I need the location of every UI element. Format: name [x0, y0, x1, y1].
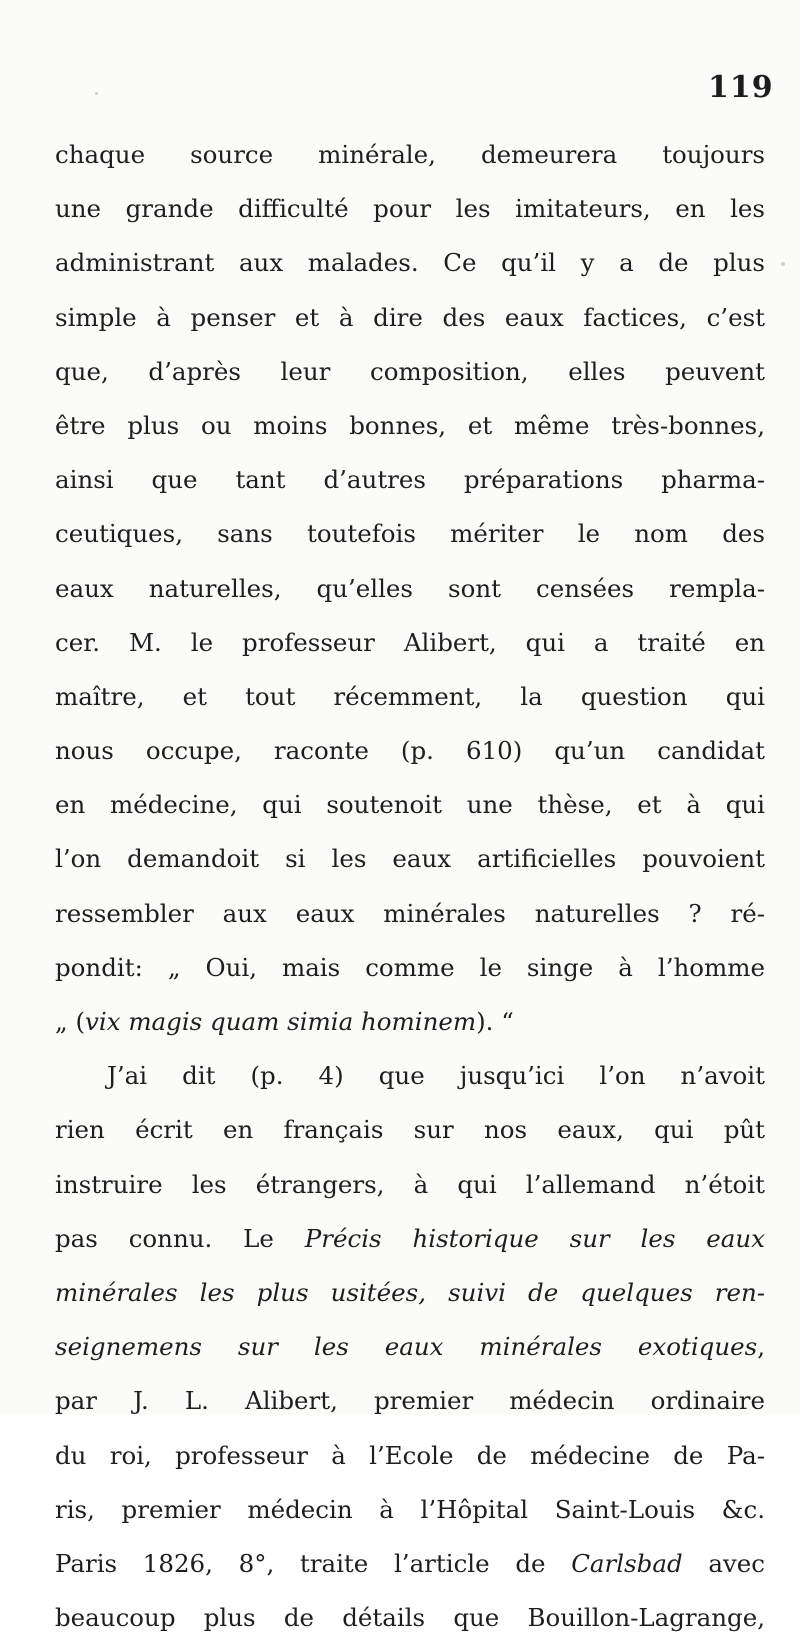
text-segment: chaque source minérale, demeurera toujours	[55, 140, 765, 169]
paper-speck	[95, 92, 98, 95]
italic-text: Carlsbad	[571, 1548, 683, 1578]
text-segment: maître, et tout récemment, la question qui	[55, 681, 765, 711]
text-segment: ).	[476, 1007, 494, 1036]
text-segment: beaucoup plus de détails que Bouillon-Lagrange,	[55, 1603, 765, 1633]
text-segment: avec	[682, 1548, 765, 1578]
text-line	[55, 1537, 765, 1591]
paper-speck	[781, 262, 785, 266]
text-line	[55, 1049, 765, 1103]
text-segment: ressembler aux eaux minérales naturelles ? ré-	[55, 898, 765, 928]
text-segment: ainsi que tant d’autres préparations pharma-	[55, 465, 765, 495]
text-line	[55, 1320, 765, 1374]
text-line	[55, 887, 765, 941]
text-segment: que, d’après leur composition, elles peuvent	[55, 356, 765, 386]
page-number: 119	[708, 70, 774, 105]
body-text	[55, 128, 765, 1645]
text-segment: l’on demandoit si les eaux artificielles pouvoient	[55, 844, 765, 874]
text-line	[55, 128, 765, 182]
text-line	[55, 778, 765, 832]
text-line	[55, 1591, 765, 1645]
text-segment: une grande difficulté pour les imitateurs, en les	[55, 194, 765, 224]
italic-text: Précis historique sur les eaux	[304, 1223, 765, 1253]
text-line	[55, 507, 765, 561]
text-line	[55, 345, 765, 399]
text-line	[55, 995, 765, 1049]
text-line	[55, 291, 765, 345]
text-segment: eaux naturelles, qu’elles sont censées rempla-	[55, 573, 765, 603]
text-line	[55, 832, 765, 886]
text-segment: pondit: „ Oui, mais comme le singe à l’homme	[55, 952, 765, 982]
text-segment: administrant aux malades. Ce qu’il y a de plus	[55, 248, 765, 278]
text-segment: “	[493, 1007, 514, 1036]
text-line	[55, 453, 765, 507]
text-line	[55, 562, 765, 616]
text-segment: rien écrit en français sur nos eaux, qui pût	[55, 1115, 765, 1145]
text-segment: ris, premier médecin à l’Hôpital Saint-Louis &c.	[55, 1494, 765, 1524]
text-line	[55, 1212, 765, 1266]
text-line	[55, 1158, 765, 1212]
text-segment: nous occupe, raconte (p. 610) qu’un candidat	[55, 736, 765, 766]
text-line	[55, 1103, 765, 1157]
text-segment: ceutiques, sans toutefois mériter le nom des	[55, 519, 765, 549]
text-segment: simple à penser et à dire des eaux factices, c’est	[55, 302, 765, 332]
text-line	[55, 399, 765, 453]
text-segment: du roi, professeur à l’Ecole de médecine de Pa-	[55, 1440, 765, 1470]
text-segment: J’ai dit (p. 4) que jusqu’ici l’on n’avoit	[107, 1061, 765, 1091]
italic-text: minérales les plus usitées, suivi de quelques ren-	[55, 1277, 765, 1307]
text-line	[55, 236, 765, 290]
text-line	[55, 670, 765, 724]
text-segment: en médecine, qui soutenoit une thèse, et à qui	[55, 790, 765, 820]
text-segment: par J. L. Alibert, premier médecin ordinaire	[55, 1386, 765, 1416]
text-line	[55, 724, 765, 778]
text-line	[55, 616, 765, 670]
text-segment: instruire les étrangers, à qui l’allemand n’étoit	[55, 1169, 765, 1199]
text-line	[55, 1483, 765, 1537]
italic-text: vix magis quam simia hominem	[85, 1007, 477, 1036]
text-segment: ,	[757, 1332, 765, 1362]
text-segment: pas connu. Le	[55, 1223, 305, 1253]
text-segment: cer. M. le professeur Alibert, qui a traité en	[55, 627, 765, 657]
text-line	[55, 1266, 765, 1320]
text-segment: Paris 1826, 8°, traite l’article de	[55, 1548, 572, 1578]
text-segment: „ (	[55, 1007, 86, 1036]
text-line	[55, 941, 765, 995]
text-line	[55, 1374, 765, 1428]
text-line	[55, 182, 765, 236]
italic-text: seignemens sur les eaux minérales exotiques	[55, 1332, 758, 1362]
text-line	[55, 1429, 765, 1483]
text-segment: être plus ou moins bonnes, et même très-bonnes,	[55, 410, 765, 440]
